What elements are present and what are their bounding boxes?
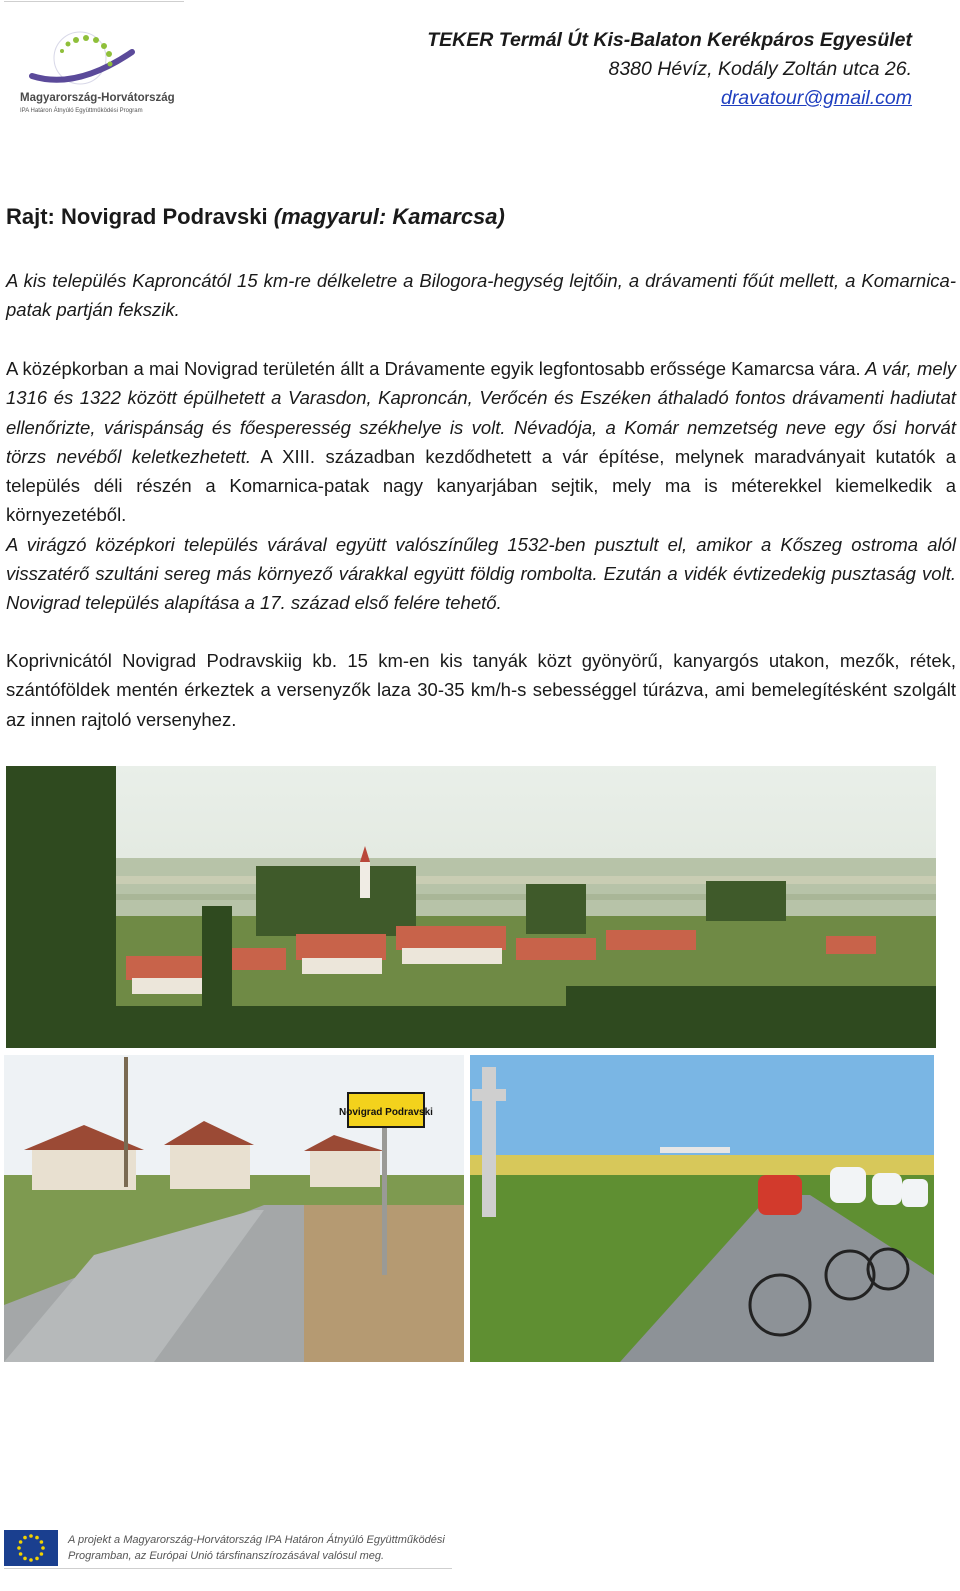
eu-flag-icon bbox=[4, 1530, 58, 1566]
logo-subtitle: IPA Határon Átnyúló Együttműködési Program bbox=[20, 108, 143, 114]
program-logo bbox=[14, 24, 182, 124]
paragraph-route: Koprivnicától Novigrad Podravskiig kb. 15 km-en kis tanyák közt gyönyörű, kanyargós utakon, mezők, rétek, szántóföldek mentén érkeztek a versenyzők laza 30-35 km/h-s sebességgel túrázva, ami bemelegítésként szolgált az innen rajtoló versenyhez. bbox=[6, 650, 956, 730]
organization-name: TEKER Termál Út Kis-Balaton Kerékpáros Egyesület bbox=[427, 29, 912, 51]
organization-email-link[interactable]: dravatour@gmail.com bbox=[720, 87, 912, 109]
top-rule bbox=[4, 1, 184, 2]
article-title bbox=[6, 204, 505, 230]
history-part2: A vár, mely 1316 és 1322 között épülhetett a Varasdon, Kaproncán, Verőcén és Eszéken áthaladó fontos drávamenti hadiutat ellenőrizte, várispánság és főesperesség székhelye is volt. Névadója, a Komár nemzetség neve egy ősi horvát törzs nevéből keletkezhetett. bbox=[6, 358, 956, 467]
paragraph-history bbox=[6, 354, 956, 618]
history-part3: A XIII. században kezdődhetett a vár építése, melynek maradványait kutatók a település déli részén a Komarnica-patak nagy kanyarjában sejtik, mely ma is méterekkel kiemelkedik a környezetéből. bbox=[6, 445, 956, 526]
logo-arc-icon bbox=[14, 24, 182, 90]
logo-name: Magyarország-Horvátország bbox=[20, 92, 175, 104]
footer-line-1: A projekt a Magyarország-Horvátország IPA Határon Átnyúló Együttműködési bbox=[68, 1534, 445, 1546]
history-part4: A virágzó középkori település várával együtt valószínűleg 1532-ben pusztult el, amikor a Kőszeg ostroma alól visszatérő szultáni sereg más környező várakkal együtt földig rombolta. Ezután a vidék évtizedekig pusztaság volt. Novigrad település alapítása a 17. század első felére tehető. bbox=[6, 533, 956, 614]
footer-line-2: Programban, az Európai Unió társfinanszírozásával valósul meg. bbox=[68, 1550, 385, 1562]
road-sign-photo bbox=[4, 1055, 464, 1362]
title-alt: (magyarul: Kamarcsa) bbox=[273, 204, 505, 229]
organization-header bbox=[427, 26, 912, 113]
footer-text bbox=[68, 1532, 445, 1564]
organization-address: 8380 Hévíz, Kodály Zoltán utca 26. bbox=[608, 58, 912, 80]
village-landscape-photo bbox=[6, 766, 936, 1048]
cyclists-photo bbox=[470, 1055, 934, 1362]
road-sign-label: Novigrad Podravski bbox=[339, 1107, 433, 1118]
history-part1: A középkorban a mai Novigrad területén állt a Drávamente egyik legfontosabb erőssége Kamarcsa vára. bbox=[6, 358, 861, 379]
paragraph-intro: A kis település Kaproncától 15 km-re délkeletre a Bilogora-hegység lejtőin, a drávamenti főút mellett, a Komarnica-patak partján fekszik. bbox=[6, 270, 956, 321]
title-main: Rajt: Novigrad Podravski bbox=[6, 204, 274, 229]
footer-funding-note bbox=[4, 1530, 452, 1569]
